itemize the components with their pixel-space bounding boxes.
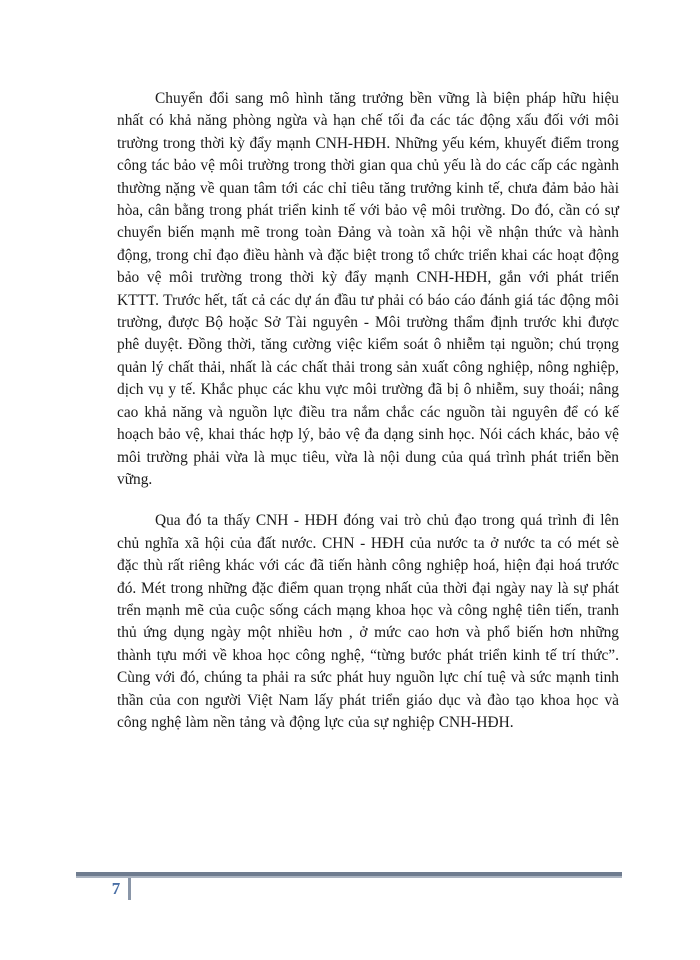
page-number: 7 [111, 879, 121, 898]
footer-rule [76, 872, 622, 878]
paragraph-industrialization: Qua đó ta thấy CNH - HĐH đóng vai trò chủ đạo trong quá trình đi lên chủ nghĩa xã hội của đất nước. CHN - HĐH của nước ta ở nước ta có mét sè đặc thù rất riêng khác với các đã tiến hành công nghiệp hoá, hiện đại hoá trước đó. Mét trong những đặc điểm quan trọng nhất của thời đại ngày nay là sự phát trển mạnh mẽ của cuộc sống cách mạng khoa học và công nghệ tiên tiến, tranh thủ ứng dụng ngày một nhiều hơn , ở mức cao hơn và phổ biến hơn những thành tựu mới về khoa học công nghệ, “từng bước phát triển kinh tế trí thức”. Cùng với đó, chúng ta phải ra sức phát huy nguồn lực chí tuệ và sức mạnh tinh thần của con người Việt Nam lấy phát triển giáo dục và đào tạo khoa học và công nghệ làm nền tảng và động lực của sự nghiệp CNH-HĐH. [117, 512, 619, 731]
paragraph-sustainable-growth: Chuyển đổi sang mô hình tăng trưởng bền vững là biện pháp hữu hiệu nhất có khả năng phòng ngừa và hạn chế tối đa các tác động xấu đối với môi trường trong thời kỳ đẩy mạnh CNH-HĐH. Những yếu kém, khuyết điểm trong công tác bảo vệ môi trường trong thời gian qua chủ yếu là do các cấp các ngành thường nặng về quan tâm tới các chỉ tiêu tăng trưởng kinh tế, chưa đảm bảo hài hòa, cân bằng trong phát triển kinh tế với bảo vệ môi trường. Do đó, cần có sự chuyển biến mạnh mẽ trong toàn Đảng và toàn xã hội về nhận thức và hành động, trong chỉ đạo điều hành và đặc biệt trong tổ chức triển khai các hoạt động bảo vệ môi trường trong thời kỳ đẩy mạnh CNH-HĐH, gắn với phát triển KTTT. Trước hết, tất cả các dự án đầu tư phải có báo cáo đánh giá tác động môi trường, được Bộ hoặc Sở Tài nguyên - Môi trường thẩm định trước khi được phê duyệt. Đồng thời, tăng cường việc kiểm soát ô nhiễm tại nguồn; chú trọng quản lý chất thải, nhất là các chất thải trong sản xuất công nghiệp, nông nghiệp, dịch vụ y tế. Khắc phục các khu vực môi trường đã bị ô nhiễm, suy thoái; nâng cao khả năng và nguồn lực điều tra nắm chắc các nguồn tài nguyên để có kế hoạch bảo vệ, khai thác hợp lý, bảo vệ đa dạng sinh học. Nói cách khác, bảo vệ môi trường phải vừa là mục tiêu, vừa là nội dung của quá trình phát triển bền vững. [117, 90, 619, 488]
page-number-divider [128, 878, 131, 900]
body-text [117, 88, 619, 734]
